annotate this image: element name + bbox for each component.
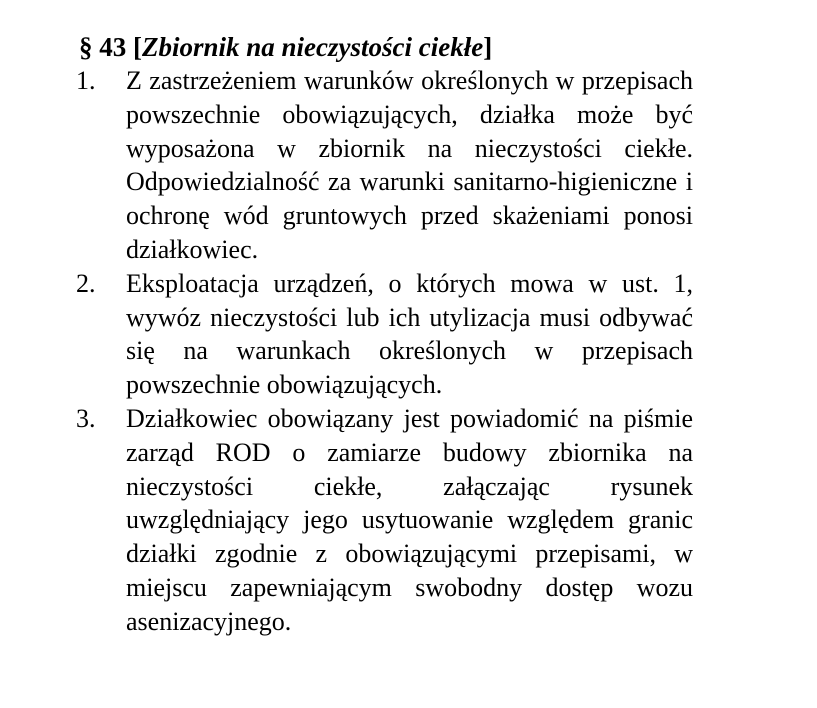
item-text: Działkowiec obowiązany jest powiadomić na piśmie zarząd ROD o zamiarze budowy zbiornika na nieczystości ciekłe, załączając rysunek uwzględniający jego usytuowanie względem granic działki zgodnie z obowiązującymi przepisami, w miejscu zapewniającym swobodny dostęp wozu asenizacyjnego. (126, 403, 693, 636)
document-body (76, 30, 693, 639)
section-title: Zbiornik na nieczystości ciekłe (142, 32, 484, 62)
item-number: 2. (76, 268, 96, 298)
bracket-open: [ (133, 32, 142, 62)
section-heading (79, 30, 693, 64)
numbered-list (76, 64, 693, 639)
item-text: Eksploatacja urządzeń, o których mowa w ust. 1, wywóz nieczystości lub ich utylizacja musi odbywać się na warunkach określonych w przepisach powszechnie obowiązujących. (126, 268, 693, 400)
item-number: 1. (76, 66, 96, 95)
list-item-3 (76, 402, 693, 639)
list-item-2 (76, 267, 693, 402)
list-item-1 (76, 64, 693, 267)
item-text: Z zastrzeżeniem warunków określonych w przepisach powszechnie obowiązujących, działka może być wyposażona w zbiornik na nieczystości ciekłe. Odpowiedzialność za warunki sanitarno-higieniczne i ochronę wód gruntowych przed skażeniami ponosi działkowiec. (126, 66, 693, 264)
bracket-close: ] (483, 32, 493, 62)
item-number: 3. (76, 403, 96, 433)
section-number: § 43 (79, 32, 127, 62)
